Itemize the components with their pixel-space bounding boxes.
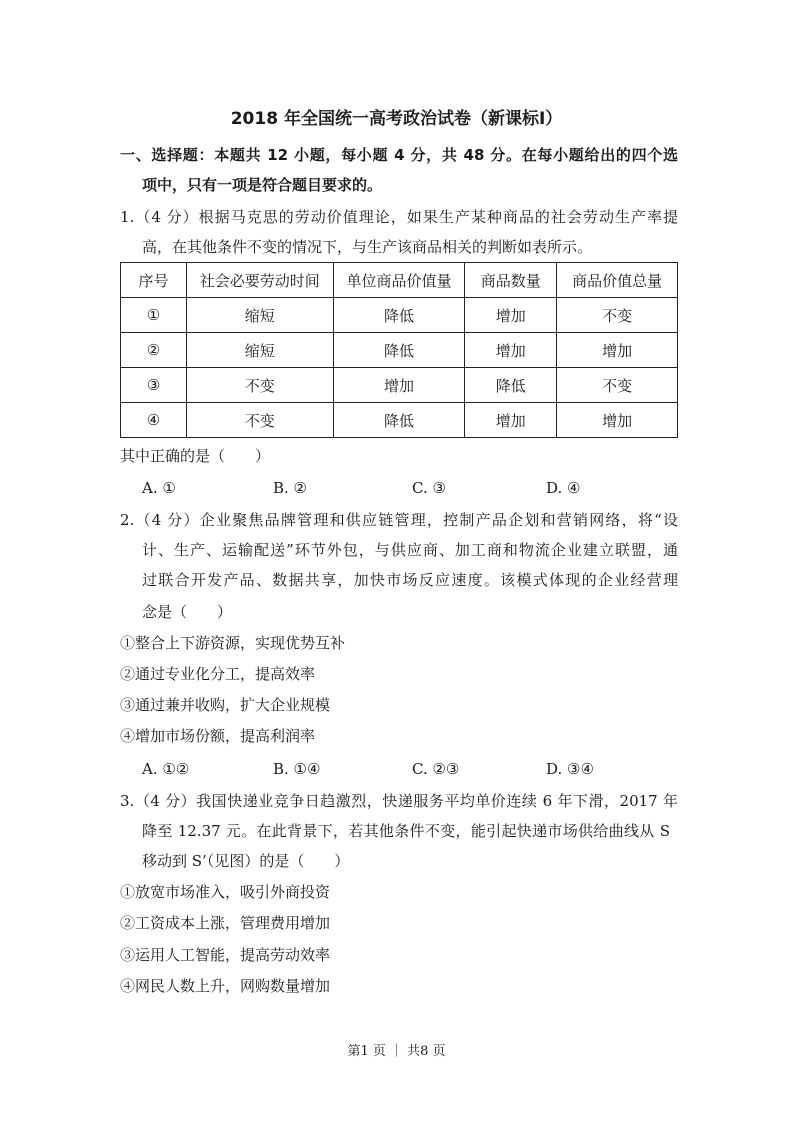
table-cell: 降低 [465, 368, 557, 403]
option-c[interactable]: C. ②③ [412, 760, 460, 778]
table-cell: 增加 [557, 333, 678, 368]
table-header-row [121, 263, 678, 298]
table-cell: 降低 [333, 403, 465, 438]
table-cell: ③ [121, 368, 187, 403]
q1-stem-line2: 高，在其他条件不变的情况下，与生产该商品相关的判断如表所示。 [142, 238, 593, 256]
table-cell: 增加 [465, 333, 557, 368]
q3-item: ③运用人工智能，提高劳动效率 [120, 946, 331, 964]
q2-item: ①整合上下游资源，实现优势互补 [120, 634, 346, 652]
table-row [121, 333, 678, 368]
page-footer: 第1 页 ｜ 共8 页 [347, 1044, 446, 1059]
table-header: 商品数量 [465, 263, 557, 298]
option-a[interactable]: A. ① [142, 479, 176, 497]
option-b[interactable]: B. ② [273, 479, 308, 497]
option-d[interactable]: D. ④ [546, 479, 581, 497]
option-b[interactable]: B. ①④ [273, 760, 321, 778]
q3-item: ④网民人数上升，网购数量增加 [120, 977, 331, 995]
table-row [121, 368, 678, 403]
q1-stem-line1: 1.（4 分）根据马克思的劳动价值理论，如果生产某种商品的社会劳动生产率提 [120, 208, 678, 226]
q3-stem-line1: 3.（4 分）我国快递业竞争日趋激烈，快递服务平均单价连续 6 年下滑，2017 年 [120, 792, 678, 810]
table-cell: 降低 [333, 298, 465, 333]
table-row [121, 298, 678, 333]
page-title: 2018 年全国统一高考政治试卷（新课标Ⅰ） [230, 109, 563, 129]
section-heading-line2: 项中，只有一项是符合题目要求的。 [142, 176, 383, 194]
table-cell: 缩短 [186, 333, 333, 368]
q3-item: ②工资成本上涨，管理费用增加 [120, 914, 331, 932]
option-a[interactable]: A. ①② [142, 760, 190, 778]
q3-stem-line2: 降至 12.37 元。在此背景下，若其他条件不变，能引起快递市场供给曲线从 S [142, 822, 670, 840]
table-cell: 缩短 [186, 298, 333, 333]
q2-stem-line2: 计、生产、运输配送”环节外包，与供应商、加工商和物流企业建立联盟，通 [142, 541, 678, 559]
table-cell: 不变 [557, 298, 678, 333]
option-c[interactable]: C. ③ [412, 479, 446, 497]
table-cell: ① [121, 298, 187, 333]
section-heading-line1: 一、选择题：本题共 12 小题，每小题 4 分，共 48 分。在每小题给出的四个选 [120, 146, 678, 164]
table-header: 社会必要劳动时间 [186, 263, 333, 298]
table-header: 序号 [121, 263, 187, 298]
q2-stem-line3: 过联合开发产品、数据共享，加快市场反应速度。该模式体现的企业经营理 [142, 571, 678, 589]
table-cell: ④ [121, 403, 187, 438]
table-cell: 降低 [333, 333, 465, 368]
q3-stem-line3: 移动到 S’（见图）的是（ ） [142, 852, 350, 870]
table-cell: 增加 [333, 368, 465, 403]
q2-item: ②通过专业化分工，提高效率 [120, 665, 316, 683]
q2-stem-line4: 念是（ ） [142, 603, 233, 621]
q2-options [0, 759, 793, 779]
q1-table [120, 262, 678, 438]
table-cell: 不变 [557, 368, 678, 403]
q1-options [0, 478, 793, 498]
table-cell: 增加 [465, 403, 557, 438]
q3-item: ①放宽市场准入，吸引外商投资 [120, 883, 331, 901]
table-cell: 增加 [465, 298, 557, 333]
q2-item: ③通过兼并收购，扩大企业规模 [120, 696, 331, 714]
table-header: 单位商品价值量 [333, 263, 465, 298]
table-cell: 增加 [557, 403, 678, 438]
q1-prompt: 其中正确的是（ ） [120, 447, 271, 465]
table-row [121, 403, 678, 438]
option-d[interactable]: D. ③④ [546, 760, 594, 778]
table-cell: ② [121, 333, 187, 368]
table-header: 商品价值总量 [557, 263, 678, 298]
q2-item: ④增加市场份额，提高利润率 [120, 727, 316, 745]
q2-stem-line1: 2.（4 分）企业聚焦品牌管理和供应链管理，控制产品企划和营销网络，将“设 [120, 511, 678, 529]
table-cell: 不变 [186, 403, 333, 438]
table-cell: 不变 [186, 368, 333, 403]
